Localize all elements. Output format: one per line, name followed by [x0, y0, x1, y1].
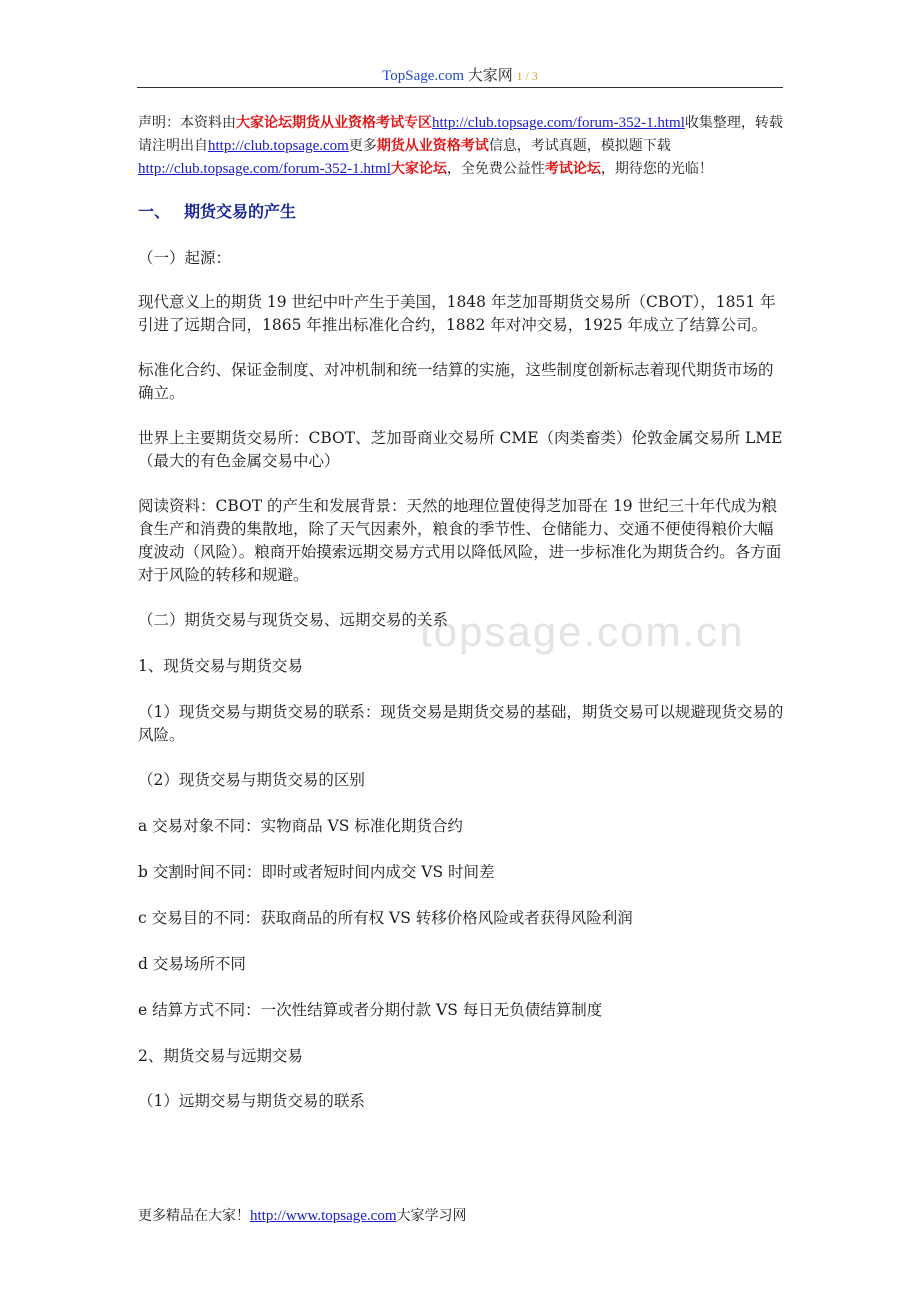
list-item: e 结算方式不同：一次性结算或者分期付款 VS 每日无负债结算制度: [138, 1001, 603, 1019]
paragraph-reading: 阅读资料：CBOT 的产生和发展背景：天然的地理位置使得芝加哥在 19 世纪三十年代成为粮食生产和消费的集散地，除了天气因素外，粮食的季节性、仓储能力、交通不便使得粮价大幅度波动（风险）。粮商开始摸索远期交易方式用以降低风险，进一步标准化为期货合约。各方面对于风险的转移和规避。: [138, 497, 782, 584]
notice-text: 更多: [348, 138, 377, 154]
header-site-name: 大家网: [467, 68, 513, 84]
forum-link[interactable]: http://club.topsage.com/forum-352-1.html: [432, 115, 685, 131]
paragraph-history: 现代意义上的期货 19 世纪中叶产生于美国，1848 年芝加哥期货交易所（CBOT），1851 年引进了远期合同，1865 年推出标准化合约，1882 年对冲交易，1925 年成立了结算公司。: [138, 293, 776, 334]
section-number: 一、: [138, 202, 171, 221]
paragraph-exchanges: 世界上主要期货交易所：CBOT、芝加哥商业交易所 CME（肉类畜类）伦敦金属交易所 LME（最大的有色金属交易中心）: [138, 429, 783, 470]
notice-text: ，期待您的光临！: [600, 161, 713, 177]
page-footer: [138, 1205, 467, 1225]
header-rule: [137, 87, 783, 88]
header-page-number: 1 / 3: [516, 69, 538, 83]
notice-highlight: 考试论坛: [544, 161, 601, 177]
list-item: （2）现货交易与期货交易的区别: [138, 771, 365, 789]
notice-text: 声明：本资料由: [138, 115, 236, 131]
list-item: d 交易场所不同: [138, 955, 246, 973]
section-heading: [138, 181, 784, 223]
list-item: a 交易对象不同：实物商品 VS 标准化期货合约: [138, 817, 463, 835]
forum-link[interactable]: http://club.topsage.com/forum-352-1.html: [138, 161, 391, 177]
list-item: 1、现货交易与期货交易: [138, 657, 303, 675]
footer-suffix: 大家学习网: [396, 1208, 467, 1224]
subsection-relations: （二）期货交易与现货交易、远期交易的关系: [138, 611, 449, 629]
notice-text: ，全免费公益性: [446, 161, 545, 177]
list-item: c 交易目的不同：获取商品的所有权 VS 转移价格风险或者获得风险利润: [138, 909, 633, 927]
header-site[interactable]: TopSage.com: [382, 68, 464, 84]
notice-text: 收集整理，转载请注明出自: [138, 115, 783, 154]
disclaimer-notice: [138, 112, 784, 181]
list-item: （1）远期交易与期货交易的联系: [138, 1092, 365, 1110]
document-body: [138, 112, 784, 1113]
subsection-origin: （一）起源：: [138, 249, 232, 267]
footer-link[interactable]: http://www.topsage.com: [250, 1208, 397, 1224]
footer-text: 更多精品在大家！: [138, 1208, 250, 1224]
list-item: （1）现货交易与期货交易的联系：现货交易是期货交易的基础，期货交易可以规避现货交易的风险。: [138, 703, 784, 744]
notice-highlight: 大家论坛: [390, 161, 447, 177]
notice-highlight: 期货从业资格考试: [376, 138, 489, 154]
notice-text: 信息，考试真题，模拟题下载: [488, 138, 671, 154]
notice-highlight: 大家论坛期货从业资格考试专区: [236, 115, 432, 131]
page-header: [137, 64, 783, 85]
watermark: topsage.com.cn: [420, 608, 745, 655]
section-title: 期货交易的产生: [184, 202, 297, 221]
list-item: 2、期货交易与远期交易: [138, 1047, 303, 1065]
list-item: b 交割时间不同：即时或者短时间内成交 VS 时间差: [138, 863, 495, 881]
paragraph-institutions: 标准化合约、保证金制度、对冲机制和统一结算的实施，这些制度创新标志着现代期货市场的确立。: [138, 361, 774, 402]
club-link[interactable]: http://club.topsage.com: [208, 138, 349, 154]
